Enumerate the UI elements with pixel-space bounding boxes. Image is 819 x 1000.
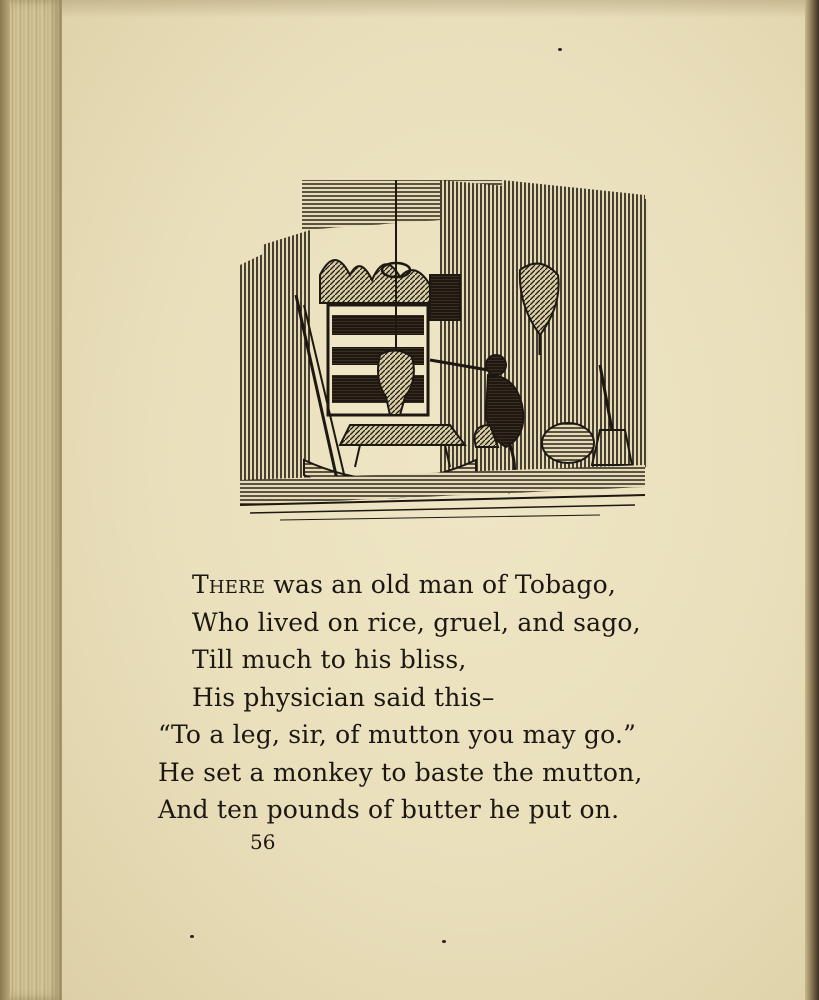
verse-line-1-rest: was an old man of Tobago, [265,570,616,599]
woodcut-monkey-basting-mutton-icon [240,175,648,527]
verse-line-7: And ten pounds of butter he put on. [158,795,620,824]
paper-speck [442,940,446,943]
verse-line-1 [158,566,718,604]
verse-line-5: “To a leg, sir, of mutton you may go.” [158,720,637,749]
paper-speck [190,935,194,938]
page-edges [0,0,62,1000]
paper-speck [558,48,562,51]
verse-line-4: His physician said this– [192,682,495,712]
verse-line-3: Till much to his bliss, [192,645,467,674]
verse-line-6: He set a monkey to baste the mutton, [158,757,643,787]
page-number: 56 [250,830,276,854]
book-page [62,0,805,1000]
book-spine-edge [805,0,819,1000]
verse-line-1-lead: There [192,570,266,599]
limerick-verse [158,566,718,829]
verse-line-2: Who lived on rice, gruel, and sago, [192,607,641,637]
